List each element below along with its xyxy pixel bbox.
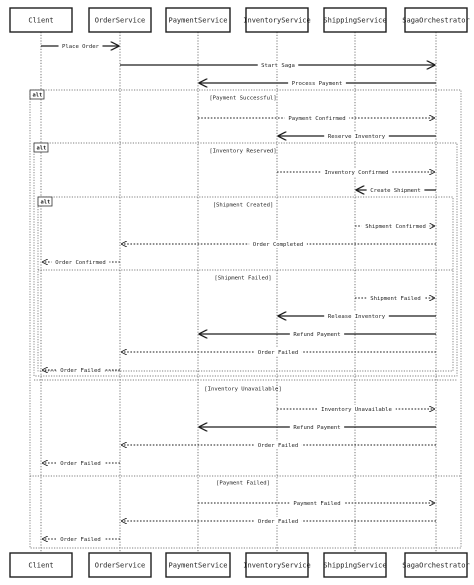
participant-label: OrderService bbox=[94, 16, 146, 25]
participant-label: SagaOrchestrator bbox=[402, 561, 470, 570]
participant-inventory-top bbox=[243, 8, 310, 32]
message-arrow bbox=[41, 42, 119, 50]
participant-order-top bbox=[89, 8, 151, 32]
participants-top bbox=[10, 8, 470, 32]
message-arrow bbox=[198, 114, 435, 122]
message-label: Order Completed bbox=[252, 241, 304, 248]
message-label: Order Failed bbox=[257, 349, 299, 356]
fragment-guard: [Shipment Failed] bbox=[214, 275, 272, 282]
participant-payment-top bbox=[166, 8, 230, 32]
participants-bottom bbox=[10, 553, 470, 577]
message-arrow bbox=[43, 535, 121, 543]
participant-saga-top bbox=[402, 8, 469, 32]
messages bbox=[41, 42, 436, 543]
participant-label: Client bbox=[28, 561, 54, 570]
message-label: Order Failed bbox=[257, 518, 299, 525]
message-label: Order Failed bbox=[60, 536, 101, 543]
participant-shipping-top bbox=[323, 8, 386, 32]
message-arrow bbox=[355, 294, 435, 302]
fragments bbox=[30, 90, 461, 548]
participant-order-bottom bbox=[89, 553, 151, 577]
message-label: Shipment Confirmed bbox=[365, 223, 426, 230]
fragment-guard: [Payment Successful] bbox=[209, 95, 277, 102]
message-arrow bbox=[43, 366, 121, 374]
message-arrow bbox=[43, 459, 121, 467]
fragment-guard: [Inventory Unavailable] bbox=[204, 386, 282, 393]
message-arrow bbox=[355, 222, 435, 230]
participant-label: PaymentService bbox=[168, 561, 228, 570]
message-arrow bbox=[200, 330, 437, 338]
message-label: Release Inventory bbox=[327, 313, 386, 320]
message-label: Payment Failed bbox=[293, 500, 341, 507]
participant-label: InventoryService bbox=[243, 561, 311, 570]
alt-fragment bbox=[34, 143, 457, 393]
message-arrow bbox=[122, 348, 437, 356]
fragment-guard: [Shipment Created] bbox=[212, 202, 274, 209]
participant-inventory-bottom bbox=[243, 553, 310, 577]
participant-label: InventoryService bbox=[243, 16, 311, 25]
message-arrow bbox=[122, 441, 437, 449]
participant-label: ShippingService bbox=[323, 16, 387, 25]
message-arrow bbox=[198, 499, 435, 507]
participant-label: ShippingService bbox=[323, 561, 387, 570]
fragment-operator: alt bbox=[40, 199, 51, 206]
message-arrow bbox=[43, 258, 121, 266]
message-arrow bbox=[277, 168, 435, 176]
participant-client-bottom bbox=[10, 553, 72, 577]
message-arrow bbox=[277, 405, 435, 413]
message-label: Order Failed bbox=[60, 460, 101, 467]
participant-client-top bbox=[10, 8, 72, 32]
message-label: Create Shipment bbox=[370, 187, 421, 194]
message-arrow bbox=[279, 312, 437, 320]
message-label: Refund Payment bbox=[293, 424, 341, 431]
message-arrow bbox=[200, 79, 437, 87]
participant-payment-bottom bbox=[166, 553, 230, 577]
message-label: Start Saga bbox=[261, 62, 295, 69]
message-label: Process Payment bbox=[291, 80, 343, 87]
message-arrow bbox=[279, 132, 437, 140]
message-label: Refund Payment bbox=[293, 331, 341, 338]
message-arrow bbox=[200, 423, 437, 431]
message-label: Order Failed bbox=[257, 442, 299, 449]
message-arrow bbox=[122, 240, 437, 248]
participant-label: SagaOrchestrator bbox=[402, 16, 470, 25]
fragment-guard: [Payment Failed] bbox=[216, 480, 270, 487]
participant-label: Client bbox=[28, 16, 54, 25]
lifelines bbox=[41, 32, 436, 553]
message-label: Inventory Confirmed bbox=[324, 169, 389, 176]
fragment-frame bbox=[30, 90, 461, 548]
message-label: Order Confirmed bbox=[55, 259, 106, 266]
fragment-guard: [Inventory Reserved] bbox=[209, 148, 277, 155]
message-label: Place Order bbox=[61, 43, 100, 50]
fragment-operator: alt bbox=[32, 92, 43, 99]
participant-saga-bottom bbox=[402, 553, 469, 577]
alt-fragment bbox=[30, 90, 461, 548]
message-arrow bbox=[120, 61, 435, 69]
message-arrow bbox=[122, 517, 437, 525]
message-label: Inventory Unavailable bbox=[321, 406, 392, 413]
message-label: Payment Confirmed bbox=[288, 115, 346, 122]
message-arrow bbox=[357, 186, 437, 194]
participant-label: PaymentService bbox=[168, 16, 228, 25]
participant-shipping-bottom bbox=[323, 553, 386, 577]
message-label: Reserve Inventory bbox=[327, 133, 386, 140]
message-label: Order Failed bbox=[60, 367, 101, 374]
fragment-operator: alt bbox=[36, 145, 47, 152]
message-label: Shipment Failed bbox=[370, 295, 421, 302]
participant-label: OrderService bbox=[94, 561, 146, 570]
